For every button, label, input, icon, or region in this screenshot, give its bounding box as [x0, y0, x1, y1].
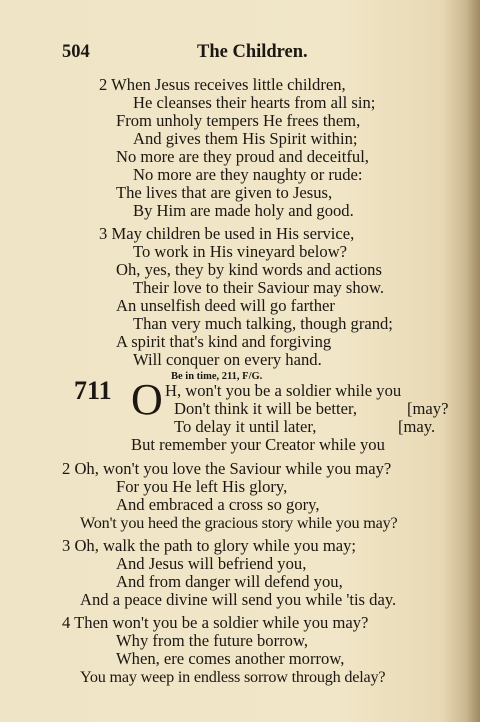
verse-line: To work in His vineyard below?: [133, 242, 348, 261]
verse-line: And from danger will defend you,: [116, 572, 343, 591]
verse-line: 3 May children be used in His service,: [99, 224, 355, 243]
verse-line: And Jesus will befriend you,: [116, 554, 307, 573]
verse-line: For you He left His glory,: [116, 477, 288, 496]
verse-line: And embraced a cross so gory,: [116, 495, 320, 514]
verse-line: To delay it until later,: [174, 417, 317, 436]
verse-line: From unholy tempers He frees them,: [116, 111, 361, 130]
verse-line: When, ere comes another morrow,: [116, 649, 345, 668]
verse-line: Won't you heed the gracious story while you may?: [80, 514, 398, 532]
verse-line: But remember your Creator while you: [131, 435, 385, 454]
verse-line: 3 Oh, walk the path to glory while you may;: [62, 536, 357, 555]
verse-line: Their love to their Saviour may show.: [133, 278, 385, 297]
verse-line: Don't think it will be better,: [174, 399, 357, 418]
verse-line: And gives them His Spirit within;: [133, 129, 358, 148]
verse-line: An unselfish deed will go farther: [116, 296, 335, 315]
page-title: The Children.: [197, 42, 308, 62]
verse-line: No more are they naughty or rude:: [133, 165, 363, 184]
verse-line: The lives that are given to Jesus,: [116, 183, 333, 202]
verse-line: 2 When Jesus receives little children,: [99, 75, 346, 94]
verse-line: Why from the future borrow,: [116, 631, 308, 650]
verse-line: [may.: [398, 417, 436, 436]
hymn-number: 711: [74, 376, 112, 405]
verse-line: Oh, yes, they by kind words and actions: [116, 260, 382, 279]
verse-line: 2 Oh, won't you love the Saviour while you may?: [62, 459, 392, 478]
page-number: 504: [62, 42, 90, 62]
verse-line: You may weep in endless sorrow through delay?: [80, 668, 386, 686]
verse-line: By Him are made holy and good.: [133, 201, 354, 220]
verse-line: He cleanses their hearts from all sin;: [133, 93, 376, 112]
verse-line: Than very much talking, though grand;: [133, 314, 393, 333]
verse-line: A spirit that's kind and forgiving: [116, 332, 332, 351]
verse-line: 4 Then won't you be a soldier while you may?: [62, 613, 369, 632]
drop-cap: O: [131, 375, 163, 424]
verse-line: And a peace divine will send you while 'tis day.: [80, 590, 397, 609]
tune-note: Be in time, 211, F/G.: [171, 371, 263, 382]
verse-line: No more are they proud and deceitful,: [116, 147, 369, 166]
verse-line: Will conquer on every hand.: [133, 350, 322, 369]
verse-line: H, won't you be a soldier while you: [165, 381, 402, 400]
verse-line: [may?: [407, 399, 449, 418]
page-edge-shadow: [466, 0, 480, 722]
